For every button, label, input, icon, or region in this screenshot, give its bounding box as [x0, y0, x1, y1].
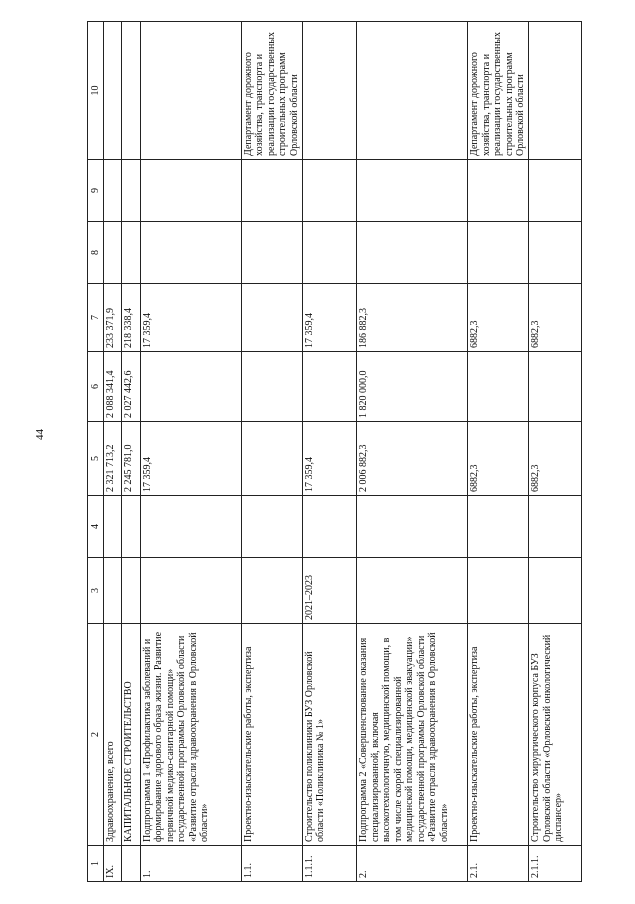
header-cell: 2 [88, 624, 104, 846]
table-cell-c6: 1 820 000,0 [357, 352, 468, 422]
table-cell-c5 [241, 422, 302, 496]
table-cell-c6 [468, 352, 529, 422]
table-cell-c4 [140, 496, 241, 558]
table-cell-c10: Департамент дорожного хозяйства, транспорта и реализации государственных строительных программ Орловской области [468, 22, 529, 160]
table-row [122, 22, 140, 882]
table-cell-c2: Строительство поликлиники БУЗ Орловской области «Поликлиника № 1» [302, 624, 357, 846]
header-cell: 1 [88, 846, 104, 882]
header-cell: 10 [88, 22, 104, 160]
header-cell: 8 [88, 222, 104, 284]
table-cell-c7 [241, 284, 302, 352]
table-cell-c9 [140, 160, 241, 222]
header-cell: 6 [88, 352, 104, 422]
table-row [104, 22, 122, 882]
table-row [468, 22, 529, 882]
header-row [88, 22, 104, 882]
table-cell-c3: 2021–2023 [302, 558, 357, 624]
table-cell-c8 [302, 222, 357, 284]
table-row [302, 22, 357, 882]
table-cell-c10 [529, 22, 582, 160]
table-cell-c4 [122, 496, 140, 558]
table-cell-c6: 2 027 442,6 [122, 352, 140, 422]
table-cell-c1: 2. [357, 846, 468, 882]
table-cell-c2: Проектно-изыскательские работы, экспертиза [241, 624, 302, 846]
table-cell-c7: 6882,3 [468, 284, 529, 352]
table-cell-c2: Подпрограмма 1 «Профилактика заболеваний и формирование здорового образа жизни. Развитие первичной медико-санитарной помощи» государственной программы Орловской области «Развитие отрасли здравоохранения в Орловской области» [140, 624, 241, 846]
header-cell: 3 [88, 558, 104, 624]
table-cell-c7: 6882,3 [529, 284, 582, 352]
table-cell-c4 [302, 496, 357, 558]
table-cell-c6 [241, 352, 302, 422]
table-cell-c6: 2 088 341,4 [104, 352, 122, 422]
table-row [529, 22, 582, 882]
table-cell-c7: 17 359,4 [302, 284, 357, 352]
table-cell-c5: 6882,3 [529, 422, 582, 496]
table-cell-c8 [104, 222, 122, 284]
table-cell-c2: Подпрограмма 2 «Совершенствование оказания специализированной, включая высокотехнологичную, медицинской помощи, в том числе скорой специализированной медицинской помощи, медицинской эвакуации» государственной программы Орловской области «Развитие отрасли здравоохранения в Орловской области» [357, 624, 468, 846]
table-cell-c8 [140, 222, 241, 284]
table-cell-c1: 1. [140, 846, 241, 882]
table-cell-c9 [104, 160, 122, 222]
table-cell-c10 [302, 22, 357, 160]
table-cell-c1 [122, 846, 140, 882]
table-cell-c4 [468, 496, 529, 558]
table-cell-c1: 2.1.1. [529, 846, 582, 882]
table-cell-c2: КАПИТАЛЬНОЕ СТРОИТЕЛЬСТВО [122, 624, 140, 846]
table-cell-c3 [468, 558, 529, 624]
budget-table [87, 21, 582, 882]
table-cell-c10 [140, 22, 241, 160]
table-cell-c4 [241, 496, 302, 558]
table-row [357, 22, 468, 882]
table-cell-c3 [241, 558, 302, 624]
table-cell-c6 [140, 352, 241, 422]
table-cell-c5: 17 359,4 [140, 422, 241, 496]
table-cell-c9 [529, 160, 582, 222]
table-cell-c2: Здравоохранение, всего [104, 624, 122, 846]
table-cell-c9 [357, 160, 468, 222]
table-cell-c10: Департамент дорожного хозяйства, транспорта и реализации государственных строительных программ Орловской области [241, 22, 302, 160]
table-cell-c1: 1.1.1. [302, 846, 357, 882]
table-cell-c4 [357, 496, 468, 558]
table-cell-c3 [122, 558, 140, 624]
table-cell-c2: Строительство хирургического корпуса БУЗ Орловской области «Орловский онкологический диспансер» [529, 624, 582, 846]
table-cell-c9 [468, 160, 529, 222]
table-cell-c8 [357, 222, 468, 284]
table-cell-c8 [241, 222, 302, 284]
table-cell-c8 [122, 222, 140, 284]
table-cell-c1: IX. [104, 846, 122, 882]
table-cell-c8 [529, 222, 582, 284]
table-cell-c3 [140, 558, 241, 624]
table-cell-c7: 186 882,3 [357, 284, 468, 352]
table-cell-c1: 1.1. [241, 846, 302, 882]
header-cell: 4 [88, 496, 104, 558]
table-cell-c3 [104, 558, 122, 624]
table-cell-c6 [529, 352, 582, 422]
table-cell-c5: 2 006 882,3 [357, 422, 468, 496]
header-cell: 9 [88, 160, 104, 222]
table-cell-c7: 233 371,9 [104, 284, 122, 352]
table-cell-c4 [529, 496, 582, 558]
table-cell-c9 [122, 160, 140, 222]
table-cell-c7: 17 359,4 [140, 284, 241, 352]
header-cell: 5 [88, 422, 104, 496]
table-cell-c5: 2 321 713,2 [104, 422, 122, 496]
table-cell-c9 [302, 160, 357, 222]
table-cell-c3 [357, 558, 468, 624]
table-cell-c1: 2.1. [468, 846, 529, 882]
table-cell-c6 [302, 352, 357, 422]
table-row [140, 22, 241, 882]
table-cell-c10 [104, 22, 122, 160]
table-cell-c2: Проектно-изыскательские работы, экспертиза [468, 624, 529, 846]
table-cell-c8 [468, 222, 529, 284]
page-number: 44 [34, 429, 46, 440]
table-cell-c9 [241, 160, 302, 222]
table-cell-c10 [122, 22, 140, 160]
budget-table-wrapper [87, 22, 582, 882]
table-cell-c5: 6882,3 [468, 422, 529, 496]
table-cell-c7: 218 338,4 [122, 284, 140, 352]
table-cell-c4 [104, 496, 122, 558]
table-cell-c5: 17 359,4 [302, 422, 357, 496]
table-cell-c3 [529, 558, 582, 624]
table-row [241, 22, 302, 882]
table-cell-c5: 2 245 781,0 [122, 422, 140, 496]
table-cell-c10 [357, 22, 468, 160]
header-cell: 7 [88, 284, 104, 352]
